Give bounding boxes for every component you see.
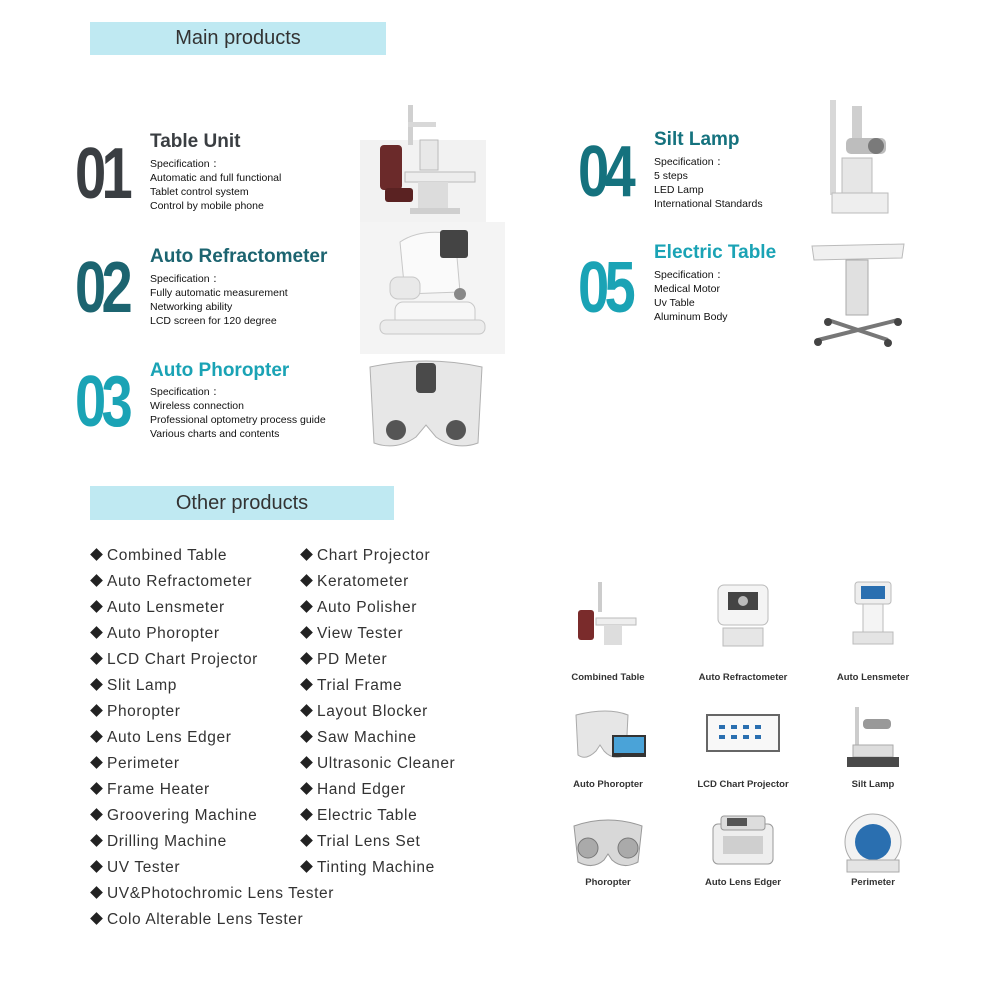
diamond-bullet-icon bbox=[300, 782, 313, 795]
diamond-bullet-icon bbox=[300, 860, 313, 873]
product-name: Auto Phoropter bbox=[150, 360, 290, 381]
diamond-bullet-icon bbox=[90, 626, 103, 639]
spec-line: Networking ability bbox=[150, 301, 233, 313]
list-item-label: Drilling Machine bbox=[107, 833, 227, 850]
list-item bbox=[302, 751, 455, 777]
refractometer-icon bbox=[360, 222, 505, 354]
list-item-label: Slit Lamp bbox=[107, 677, 178, 694]
product-specs bbox=[654, 155, 763, 211]
main-products-heading: Main products bbox=[175, 27, 301, 49]
list-item bbox=[92, 777, 334, 803]
spec-label: Specification ： bbox=[150, 158, 223, 170]
spec-line: Various charts and contents bbox=[150, 428, 280, 440]
refractometer-icon bbox=[703, 580, 783, 648]
spec-line: Tablet control system bbox=[150, 186, 249, 198]
phoropter-icon bbox=[366, 355, 486, 453]
list-item-label: Trial Lens Set bbox=[317, 833, 421, 850]
diamond-bullet-icon bbox=[90, 678, 103, 691]
slit-lamp-icon bbox=[822, 98, 894, 220]
chart-projector-icon bbox=[703, 705, 783, 773]
list-item bbox=[92, 725, 334, 751]
table-unit-icon bbox=[360, 100, 486, 222]
other-products-list-col2 bbox=[302, 543, 455, 881]
product-number: 01 bbox=[75, 134, 129, 214]
product-number: 04 bbox=[578, 132, 632, 212]
diamond-bullet-icon bbox=[300, 730, 313, 743]
diamond-bullet-icon bbox=[300, 574, 313, 587]
list-item bbox=[92, 543, 334, 569]
list-item-label: Hand Edger bbox=[317, 781, 406, 798]
list-item-label: Keratometer bbox=[317, 573, 409, 590]
diamond-bullet-icon bbox=[300, 678, 313, 691]
gallery-caption: Auto Refractometer bbox=[698, 672, 788, 683]
spec-line: Fully automatic measurement bbox=[150, 287, 288, 299]
spec-line: Control by mobile phone bbox=[150, 200, 264, 212]
gallery-caption: Combined Table bbox=[571, 672, 645, 683]
spec-line: Automatic and full functional bbox=[150, 172, 282, 184]
list-item-label: UV Tester bbox=[107, 859, 181, 876]
list-item bbox=[92, 647, 334, 673]
list-item bbox=[302, 595, 455, 621]
diamond-bullet-icon bbox=[90, 808, 103, 821]
list-item bbox=[302, 699, 455, 725]
gallery-caption: Silt Lamp bbox=[851, 779, 895, 790]
spec-label: Specification ： bbox=[150, 273, 223, 285]
list-item-label: Auto Refractometer bbox=[107, 573, 253, 590]
diamond-bullet-icon bbox=[90, 860, 103, 873]
list-item-label: Groovering Machine bbox=[107, 807, 258, 824]
list-item bbox=[302, 673, 455, 699]
other-products-heading: Other products bbox=[175, 491, 309, 514]
product-name: Electric Table bbox=[654, 242, 777, 263]
product-specs bbox=[150, 385, 326, 441]
list-item-label: Tinting Machine bbox=[317, 859, 435, 876]
diamond-bullet-icon bbox=[300, 808, 313, 821]
gallery-caption: LCD Chart Projector bbox=[697, 779, 789, 790]
product-name: Auto Refractometer bbox=[150, 246, 328, 267]
list-item bbox=[302, 829, 455, 855]
list-item bbox=[302, 777, 455, 803]
list-item bbox=[302, 543, 455, 569]
gallery-caption: Auto Lens Edger bbox=[704, 877, 781, 888]
list-item bbox=[302, 803, 455, 829]
other-products-banner bbox=[90, 486, 394, 520]
diamond-bullet-icon bbox=[90, 886, 103, 899]
spec-line: LED Lamp bbox=[654, 184, 704, 196]
list-item-label: Combined Table bbox=[107, 547, 228, 564]
diamond-bullet-icon bbox=[90, 834, 103, 847]
list-item bbox=[92, 803, 334, 829]
product-name: Table Unit bbox=[150, 131, 241, 152]
list-item bbox=[302, 647, 455, 673]
list-item bbox=[92, 751, 334, 777]
list-item-label: PD Meter bbox=[317, 651, 388, 668]
list-item-label: Electric Table bbox=[317, 807, 418, 824]
diamond-bullet-icon bbox=[90, 730, 103, 743]
diamond-bullet-icon bbox=[90, 756, 103, 769]
spec-line: Uv Table bbox=[654, 297, 695, 309]
diamond-bullet-icon bbox=[300, 548, 313, 561]
list-item bbox=[92, 855, 334, 881]
product-number: 02 bbox=[75, 248, 129, 328]
list-item bbox=[302, 621, 455, 647]
list-item-label: Auto Phoropter bbox=[107, 625, 220, 642]
diamond-bullet-icon bbox=[90, 600, 103, 613]
spec-label: Specification ： bbox=[654, 269, 727, 281]
gallery-caption: Auto Phoropter bbox=[573, 779, 643, 790]
slit-lamp-icon bbox=[833, 705, 913, 773]
diamond-bullet-icon bbox=[90, 704, 103, 717]
product-specs bbox=[150, 272, 288, 328]
main-products-banner bbox=[90, 22, 386, 55]
list-item-label: Frame Heater bbox=[107, 781, 210, 798]
phoropter-icon bbox=[568, 705, 648, 773]
gallery-caption: Perimeter bbox=[851, 877, 895, 888]
gallery-caption: Auto Lensmeter bbox=[836, 672, 910, 683]
spec-line: International Standards bbox=[654, 198, 763, 210]
list-item bbox=[302, 855, 455, 881]
list-item bbox=[92, 907, 334, 933]
list-item-label: Saw Machine bbox=[317, 729, 417, 746]
list-item-label: Auto Polisher bbox=[317, 599, 417, 616]
spec-line: Wireless connection bbox=[150, 400, 244, 412]
diamond-bullet-icon bbox=[300, 704, 313, 717]
list-item-label: Phoropter bbox=[107, 703, 181, 720]
product-number: 05 bbox=[578, 248, 632, 328]
list-item-label: Chart Projector bbox=[317, 547, 431, 564]
diamond-bullet-icon bbox=[90, 652, 103, 665]
list-item-label: Colo Alterable Lens Tester bbox=[107, 911, 304, 928]
spec-line: LCD screen for 120 degree bbox=[150, 315, 277, 327]
list-item-label: LCD Chart Projector bbox=[107, 651, 258, 668]
list-item bbox=[92, 621, 334, 647]
spec-label: Specification ： bbox=[654, 156, 727, 168]
diamond-bullet-icon bbox=[90, 548, 103, 561]
list-item bbox=[92, 569, 334, 595]
spec-line: Aluminum Body bbox=[654, 311, 728, 323]
combined-table-icon bbox=[568, 580, 648, 648]
list-item bbox=[92, 829, 334, 855]
manual-phoropter-icon bbox=[568, 810, 648, 878]
list-item-label: Auto Lensmeter bbox=[107, 599, 225, 616]
list-item bbox=[92, 673, 334, 699]
list-item-label: Perimeter bbox=[107, 755, 180, 772]
lens-edger-icon bbox=[703, 810, 783, 878]
diamond-bullet-icon bbox=[90, 912, 103, 925]
list-item bbox=[302, 569, 455, 595]
product-specs bbox=[654, 268, 728, 324]
diamond-bullet-icon bbox=[300, 652, 313, 665]
diamond-bullet-icon bbox=[300, 756, 313, 769]
spec-line: 5 steps bbox=[654, 170, 688, 182]
list-item-label: Trial Frame bbox=[317, 677, 403, 694]
product-name: Silt Lamp bbox=[654, 129, 740, 150]
list-item-label: Auto Lens Edger bbox=[107, 729, 232, 746]
other-products-list-col1 bbox=[92, 543, 334, 933]
list-item-label: UV&Photochromic Lens Tester bbox=[107, 885, 334, 902]
gallery-caption: Phoropter bbox=[585, 877, 631, 888]
diamond-bullet-icon bbox=[300, 834, 313, 847]
list-item-label: Layout Blocker bbox=[317, 703, 428, 720]
diamond-bullet-icon bbox=[90, 574, 103, 587]
perimeter-icon bbox=[833, 810, 913, 878]
spec-label: Specification ： bbox=[150, 386, 223, 398]
list-item bbox=[302, 725, 455, 751]
list-item-label: View Tester bbox=[317, 625, 404, 642]
list-item bbox=[92, 595, 334, 621]
product-number: 03 bbox=[75, 362, 129, 442]
lensmeter-icon bbox=[833, 580, 913, 648]
list-item-label: Ultrasonic Cleaner bbox=[317, 755, 456, 772]
spec-line: Medical Motor bbox=[654, 283, 720, 295]
electric-table-icon bbox=[808, 240, 908, 350]
diamond-bullet-icon bbox=[300, 600, 313, 613]
product-specs bbox=[150, 157, 281, 213]
list-item bbox=[92, 881, 334, 907]
spec-line: Professional optometry process guide bbox=[150, 414, 326, 426]
diamond-bullet-icon bbox=[300, 626, 313, 639]
list-item bbox=[92, 699, 334, 725]
diamond-bullet-icon bbox=[90, 782, 103, 795]
